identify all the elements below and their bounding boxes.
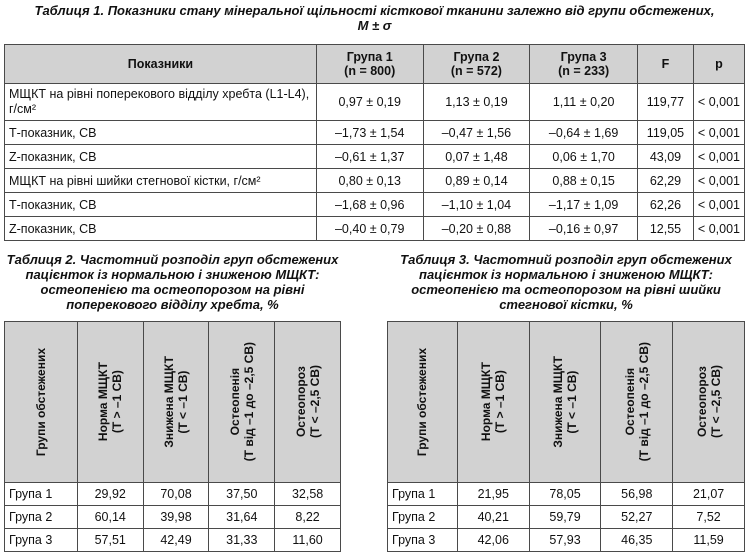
- table1-row-label: Z-показник, СВ: [5, 217, 317, 241]
- table3-cell-osteoporosis: 11,59: [673, 529, 745, 552]
- table3-caption-line1: Таблиця 3. Частотний розподіл груп обстежених: [400, 252, 732, 267]
- table2-caption-line4: поперекового відділу хребта, %: [66, 297, 279, 312]
- table3-cell-low: 78,05: [529, 483, 601, 506]
- table2-header-low: Знижена МЩКТ (T < –1 СВ): [143, 322, 209, 483]
- table3-header-groups: Групи обстежених: [388, 322, 458, 483]
- table3-cell-osteopenia: 52,27: [601, 506, 673, 529]
- table-row: [5, 145, 745, 169]
- table2-header-osteoporosis: Остеопороз (T < –2,5 СВ): [275, 322, 341, 483]
- table2-caption: [4, 252, 341, 312]
- table-row: [388, 506, 745, 529]
- table-row: [5, 529, 341, 552]
- table1-caption-line1: Таблиця 1. Показники стану мінеральної щільності кісткової тканини залежно від групи обстежених,: [34, 3, 715, 18]
- table3-row-label: Група 3: [388, 529, 458, 552]
- table2-header-row: [5, 322, 341, 483]
- table1-cell-f: 119,05: [638, 121, 694, 145]
- table1-caption-line2: M ± σ: [357, 18, 392, 33]
- table2-caption-line1: Таблиця 2. Частотний розподіл груп обстежених: [6, 252, 339, 267]
- table-row: [5, 169, 745, 193]
- table1-header-group1: Група 1 (n = 800): [316, 45, 423, 84]
- table3-cell-low: 59,79: [529, 506, 601, 529]
- table-row: [5, 121, 745, 145]
- table2-row-label: Група 3: [5, 529, 78, 552]
- table1-cell-group2: –1,10 ± 1,04: [423, 193, 530, 217]
- table1-row-label: Т-показник, СВ: [5, 121, 317, 145]
- table2-cell-osteopenia: 37,50: [209, 483, 275, 506]
- table1-cell-group1: –0,61 ± 1,37: [316, 145, 423, 169]
- table1-row-label: МЩКТ на рівні поперекового відділу хребта (L1-L4), г/см²: [5, 84, 317, 121]
- table1-cell-p: < 0,001: [693, 121, 744, 145]
- table-row: [388, 483, 745, 506]
- table1-cell-group2: 0,89 ± 0,14: [423, 169, 530, 193]
- table-row: [5, 506, 341, 529]
- table2-cell-norm: 60,14: [77, 506, 143, 529]
- table1-cell-p: < 0,001: [693, 217, 744, 241]
- table1-cell-f: 119,77: [638, 84, 694, 121]
- table-row: [5, 483, 341, 506]
- table2-cell-norm: 29,92: [77, 483, 143, 506]
- table2-cell-low: 70,08: [143, 483, 209, 506]
- table2-cell-osteopenia: 31,64: [209, 506, 275, 529]
- table1-header-group2: Група 2 (n = 572): [423, 45, 530, 84]
- table1-header-group3: Група 3 (n = 233): [530, 45, 638, 84]
- table1-cell-group3: 0,88 ± 0,15: [530, 169, 638, 193]
- table1-cell-f: 62,29: [638, 169, 694, 193]
- table1-cell-group1: 0,80 ± 0,13: [316, 169, 423, 193]
- table1-cell-p: < 0,001: [693, 169, 744, 193]
- table2-cell-osteoporosis: 32,58: [275, 483, 341, 506]
- table2-row-label: Група 2: [5, 506, 78, 529]
- table1-header-p: p: [693, 45, 744, 84]
- table3-cell-osteoporosis: 21,07: [673, 483, 745, 506]
- table3-header-norm: Норма МЩКТ (T > –1 СВ): [457, 322, 529, 483]
- table2-header-norm: Норма МЩКТ (T > –1 СВ): [77, 322, 143, 483]
- table1-cell-group1: –1,73 ± 1,54: [316, 121, 423, 145]
- table1-cell-group1: –0,40 ± 0,79: [316, 217, 423, 241]
- table3-cell-osteopenia: 46,35: [601, 529, 673, 552]
- table1-cell-group2: –0,47 ± 1,56: [423, 121, 530, 145]
- table3-cell-low: 57,93: [529, 529, 601, 552]
- table1-cell-group3: –0,64 ± 1,69: [530, 121, 638, 145]
- table3-caption: [387, 252, 745, 312]
- table2: [4, 321, 341, 552]
- table3: [387, 321, 745, 552]
- table1-cell-group1: –1,68 ± 0,96: [316, 193, 423, 217]
- table1-row-label: МЩКТ на рівні шийки стегнової кістки, г/см²: [5, 169, 317, 193]
- table3-caption-line2: пацієнток із нормальною і зниженою МЩКТ:: [419, 267, 713, 282]
- table1-header-row: [5, 45, 745, 84]
- table1-cell-group2: 1,13 ± 0,19: [423, 84, 530, 121]
- table3-cell-osteoporosis: 7,52: [673, 506, 745, 529]
- table1: [4, 44, 745, 241]
- table2-header-osteopenia: Остеопенія (T від –1 до –2,5 СВ): [209, 322, 275, 483]
- table1-cell-group2: –0,20 ± 0,88: [423, 217, 530, 241]
- table3-caption-line4: стегнової кістки, %: [499, 297, 633, 312]
- table3-caption-line3: остеопенією та остеопорозом на рівні шийки: [411, 282, 721, 297]
- table1-header-f: F: [638, 45, 694, 84]
- table1-cell-f: 12,55: [638, 217, 694, 241]
- table2-cell-osteoporosis: 8,22: [275, 506, 341, 529]
- table3-cell-norm: 42,06: [457, 529, 529, 552]
- table3-cell-norm: 21,95: [457, 483, 529, 506]
- table-row: [5, 84, 745, 121]
- table3-header-row: [388, 322, 745, 483]
- table1-cell-f: 62,26: [638, 193, 694, 217]
- table3-cell-norm: 40,21: [457, 506, 529, 529]
- table1-cell-p: < 0,001: [693, 84, 744, 121]
- table3-row-label: Група 1: [388, 483, 458, 506]
- table2-cell-low: 42,49: [143, 529, 209, 552]
- table1-caption: [0, 3, 749, 33]
- table2-cell-norm: 57,51: [77, 529, 143, 552]
- table1-cell-f: 43,09: [638, 145, 694, 169]
- table2-cell-low: 39,98: [143, 506, 209, 529]
- table-row: [5, 217, 745, 241]
- table1-row-label: Т-показник, СВ: [5, 193, 317, 217]
- table1-row-label: Z-показник, СВ: [5, 145, 317, 169]
- table1-header-indicator: Показники: [5, 45, 317, 84]
- table1-cell-p: < 0,001: [693, 145, 744, 169]
- table1-cell-p: < 0,001: [693, 193, 744, 217]
- table1-cell-group2: 0,07 ± 1,48: [423, 145, 530, 169]
- table2-cell-osteopenia: 31,33: [209, 529, 275, 552]
- table3-row-label: Група 2: [388, 506, 458, 529]
- table1-cell-group3: 1,11 ± 0,20: [530, 84, 638, 121]
- table1-cell-group3: –0,16 ± 0,97: [530, 217, 638, 241]
- table2-caption-line3: остеопенією та остеопорозом на рівні: [40, 282, 305, 297]
- table1-cell-group3: 0,06 ± 1,70: [530, 145, 638, 169]
- table2-row-label: Група 1: [5, 483, 78, 506]
- table3-header-osteoporosis: Остеопороз (T < –2,5 СВ): [673, 322, 745, 483]
- table1-cell-group3: –1,17 ± 1,09: [530, 193, 638, 217]
- table2-caption-line2: пацієнток із нормальною і зниженою МЩКТ:: [25, 267, 320, 282]
- table-row: [388, 529, 745, 552]
- table-row: [5, 193, 745, 217]
- table1-cell-group1: 0,97 ± 0,19: [316, 84, 423, 121]
- table3-cell-osteopenia: 56,98: [601, 483, 673, 506]
- table3-header-low: Знижена МЩКТ (T < –1 СВ): [529, 322, 601, 483]
- table3-header-osteopenia: Остеопенія (T від –1 до –2,5 СВ): [601, 322, 673, 483]
- table2-cell-osteoporosis: 11,60: [275, 529, 341, 552]
- table2-header-groups: Групи обстежених: [5, 322, 78, 483]
